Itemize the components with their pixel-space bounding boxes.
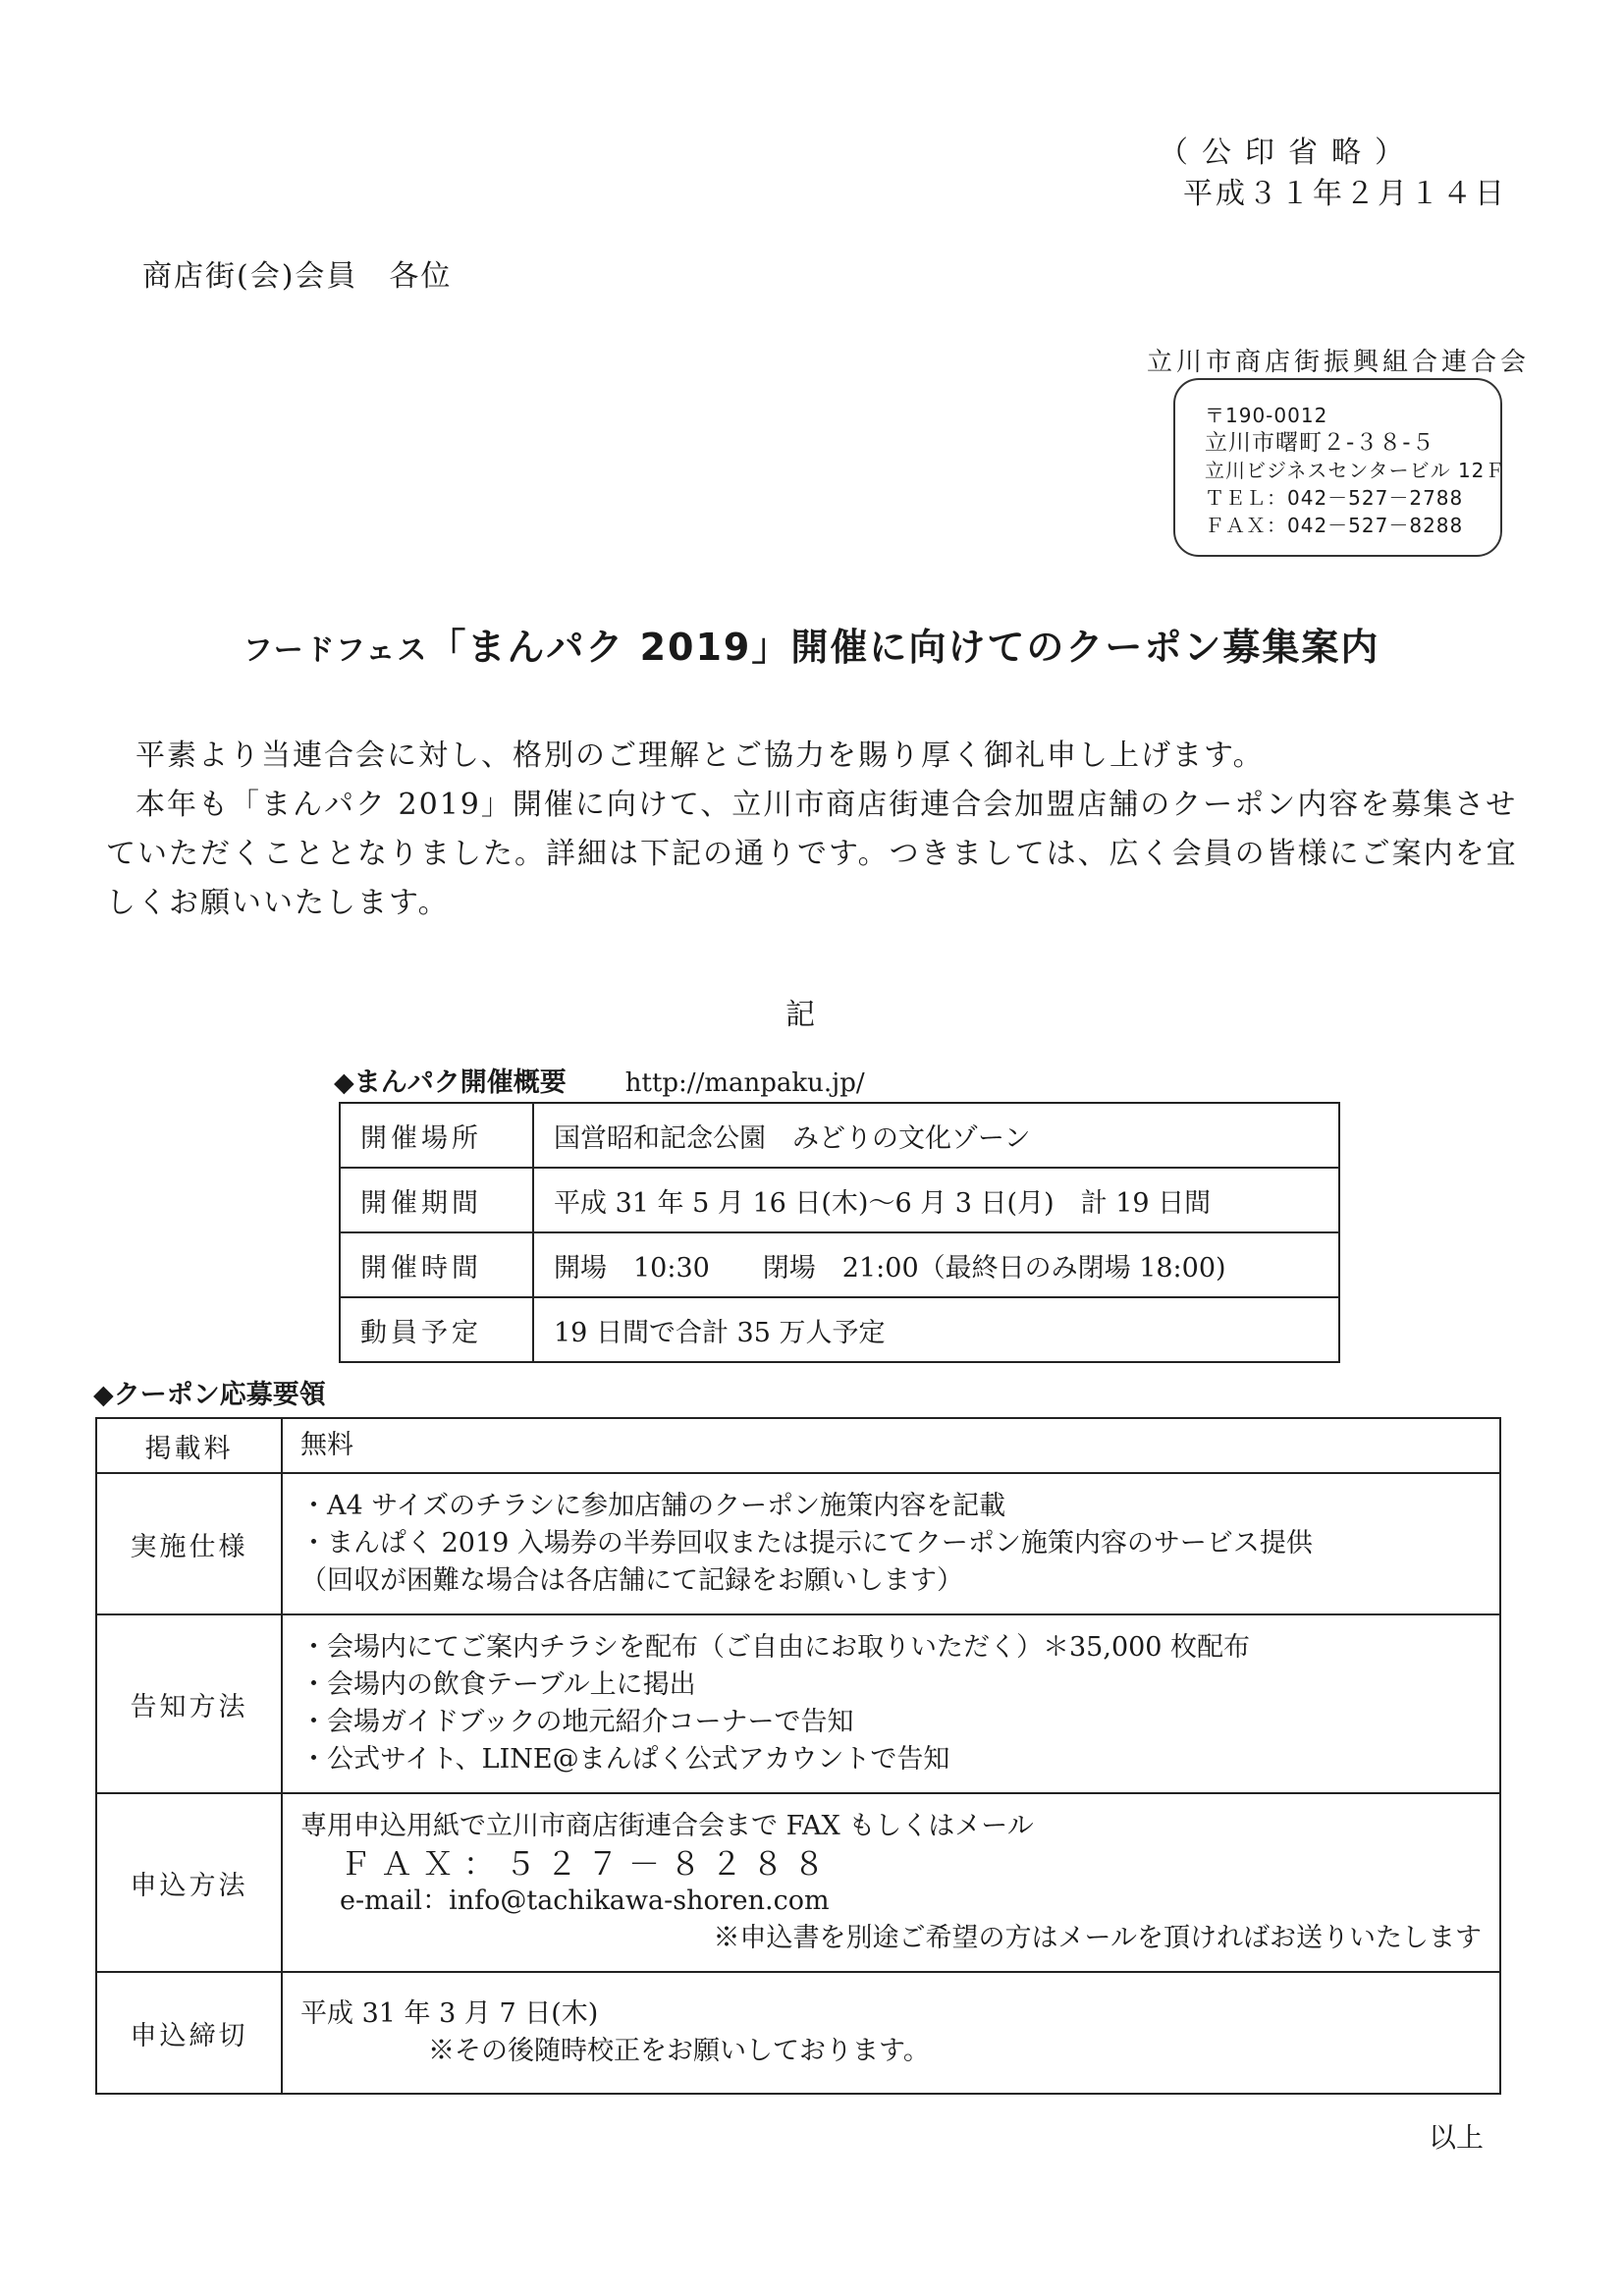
spec-line: ・A4 サイズのチラシに参加店舗のクーポン施策内容を記載 bbox=[300, 1491, 1006, 1521]
notice-value bbox=[282, 1614, 1500, 1793]
notice-line: ・公式サイト、LINE@まんぱく公式アカウントで告知 bbox=[300, 1744, 950, 1775]
table-row bbox=[96, 1614, 1500, 1793]
fax-number: ＦＡＸ：042－527－8288 bbox=[1205, 514, 1464, 537]
body-paragraph-1: 平素より当連合会に対し、格別のご理解とご協力を賜り厚く御礼申し上げます。 bbox=[135, 738, 1265, 773]
notice-key: 告知方法 bbox=[96, 1614, 282, 1793]
street-address: 立川市曙町２-３８-５ bbox=[1205, 430, 1435, 456]
table-row bbox=[340, 1232, 1339, 1297]
building-name: 立川ビジネスセンタービル 12Ｆ bbox=[1205, 459, 1506, 482]
table-row bbox=[340, 1103, 1339, 1168]
deadline-value bbox=[282, 1972, 1500, 2094]
addressee: 商店街(会)会員 各位 bbox=[142, 259, 453, 294]
notice-line: ・会場ガイドブックの地元紹介コーナーで告知 bbox=[300, 1707, 854, 1737]
document-title bbox=[0, 617, 1623, 671]
manpaku-url: http://manpaku.jp/ bbox=[624, 1068, 865, 1098]
apply-fax: ＦＡＸ：５２７－８２８８ bbox=[340, 1845, 836, 1883]
spec-value bbox=[282, 1473, 1500, 1614]
overview-value: 19 日間で合計 35 万人予定 bbox=[533, 1297, 1339, 1362]
table-row bbox=[96, 1793, 1500, 1972]
deadline-key: 申込締切 bbox=[96, 1972, 282, 2094]
apply-note: ※申込書を別途ご希望の方はメールを頂ければお送りいたします bbox=[713, 1923, 1482, 1953]
apply-key: 申込方法 bbox=[96, 1793, 282, 1972]
table-row bbox=[340, 1168, 1339, 1232]
coupon-heading: ◆クーポン応募要領 bbox=[93, 1380, 326, 1410]
body-text bbox=[106, 732, 1520, 928]
overview-key: 開催場所 bbox=[340, 1103, 533, 1168]
overview-value: 国営昭和記念公園 みどりの文化ゾーン bbox=[533, 1103, 1339, 1168]
overview-heading bbox=[334, 1061, 865, 1099]
overview-key: 動員予定 bbox=[340, 1297, 533, 1362]
stamp-omitted-note: （公印省略） bbox=[1159, 136, 1418, 170]
title-main: 「まんパク 2019」開催に向けてのクーポン募集案内 bbox=[428, 626, 1380, 669]
title-prefix: フードフェス bbox=[243, 633, 429, 668]
closing-mark: 以上 bbox=[1429, 2121, 1485, 2154]
deadline-note: ※その後随時校正をお願いしております。 bbox=[428, 2036, 930, 2066]
table-row bbox=[96, 1418, 1500, 1473]
postal-code: 〒190-0012 bbox=[1205, 404, 1328, 427]
body-paragraph-2: 本年も「まんパク 2019」開催に向けて、立川市商店街連合会加盟店舗のクーポン内容を募集させていただくこととなりました。詳細は下記の通りです。つきましては、広く会員の皆様にご案内を宜しくお願いいたします。 bbox=[106, 788, 1518, 920]
overview-value: 平成 31 年 5 月 16 日(木)〜6 月 3 日(月) 計 19 日間 bbox=[533, 1168, 1339, 1232]
address-box bbox=[1173, 378, 1506, 557]
fee-key: 掲載料 bbox=[96, 1418, 282, 1473]
issue-date: 平成３１年２月１４日 bbox=[1183, 177, 1507, 211]
organization-name: 立川市商店街振興組合連合会 bbox=[1147, 348, 1531, 377]
tel-number: ＴＥＬ：042－527－2788 bbox=[1205, 486, 1464, 510]
overview-value: 開場 10:30 閉場 21:00（最終日のみ閉場 18:00) bbox=[533, 1232, 1339, 1297]
spec-line: ・まんぱく 2019 入場券の半券回収または提示にてクーポン施策内容のサービス提供 bbox=[300, 1528, 1313, 1558]
overview-table bbox=[339, 1102, 1340, 1363]
spec-key: 実施仕様 bbox=[96, 1473, 282, 1614]
notice-line: ・会場内の飲食テーブル上に掲出 bbox=[300, 1669, 696, 1700]
spec-line: （回収が困難な場合は各店舗にて記録をお願いします） bbox=[300, 1565, 963, 1596]
table-row bbox=[96, 1473, 1500, 1614]
overview-key: 開催期間 bbox=[340, 1168, 533, 1232]
apply-line: 専用申込用紙で立川市商店街連合会まで FAX もしくはメール bbox=[300, 1811, 1034, 1841]
fee-value: 無料 bbox=[282, 1418, 1500, 1473]
apply-email: e-mail：info@tachikawa-shoren.com bbox=[340, 1886, 830, 1916]
coupon-table bbox=[95, 1417, 1501, 2095]
deadline-date: 平成 31 年 3 月 7 日(木) bbox=[300, 1998, 599, 2029]
table-row bbox=[340, 1297, 1339, 1362]
table-row bbox=[96, 1972, 1500, 2094]
overview-key: 開催時間 bbox=[340, 1232, 533, 1297]
apply-value bbox=[282, 1793, 1500, 1972]
overview-heading-label: ◆まんパク開催概要 bbox=[334, 1067, 567, 1098]
notice-line: ・会場内にてご案内チラシを配布（ご自由にお取りいただく）＊35,000 枚配布 bbox=[300, 1632, 1251, 1663]
ki-marker: 記 bbox=[785, 998, 815, 1032]
